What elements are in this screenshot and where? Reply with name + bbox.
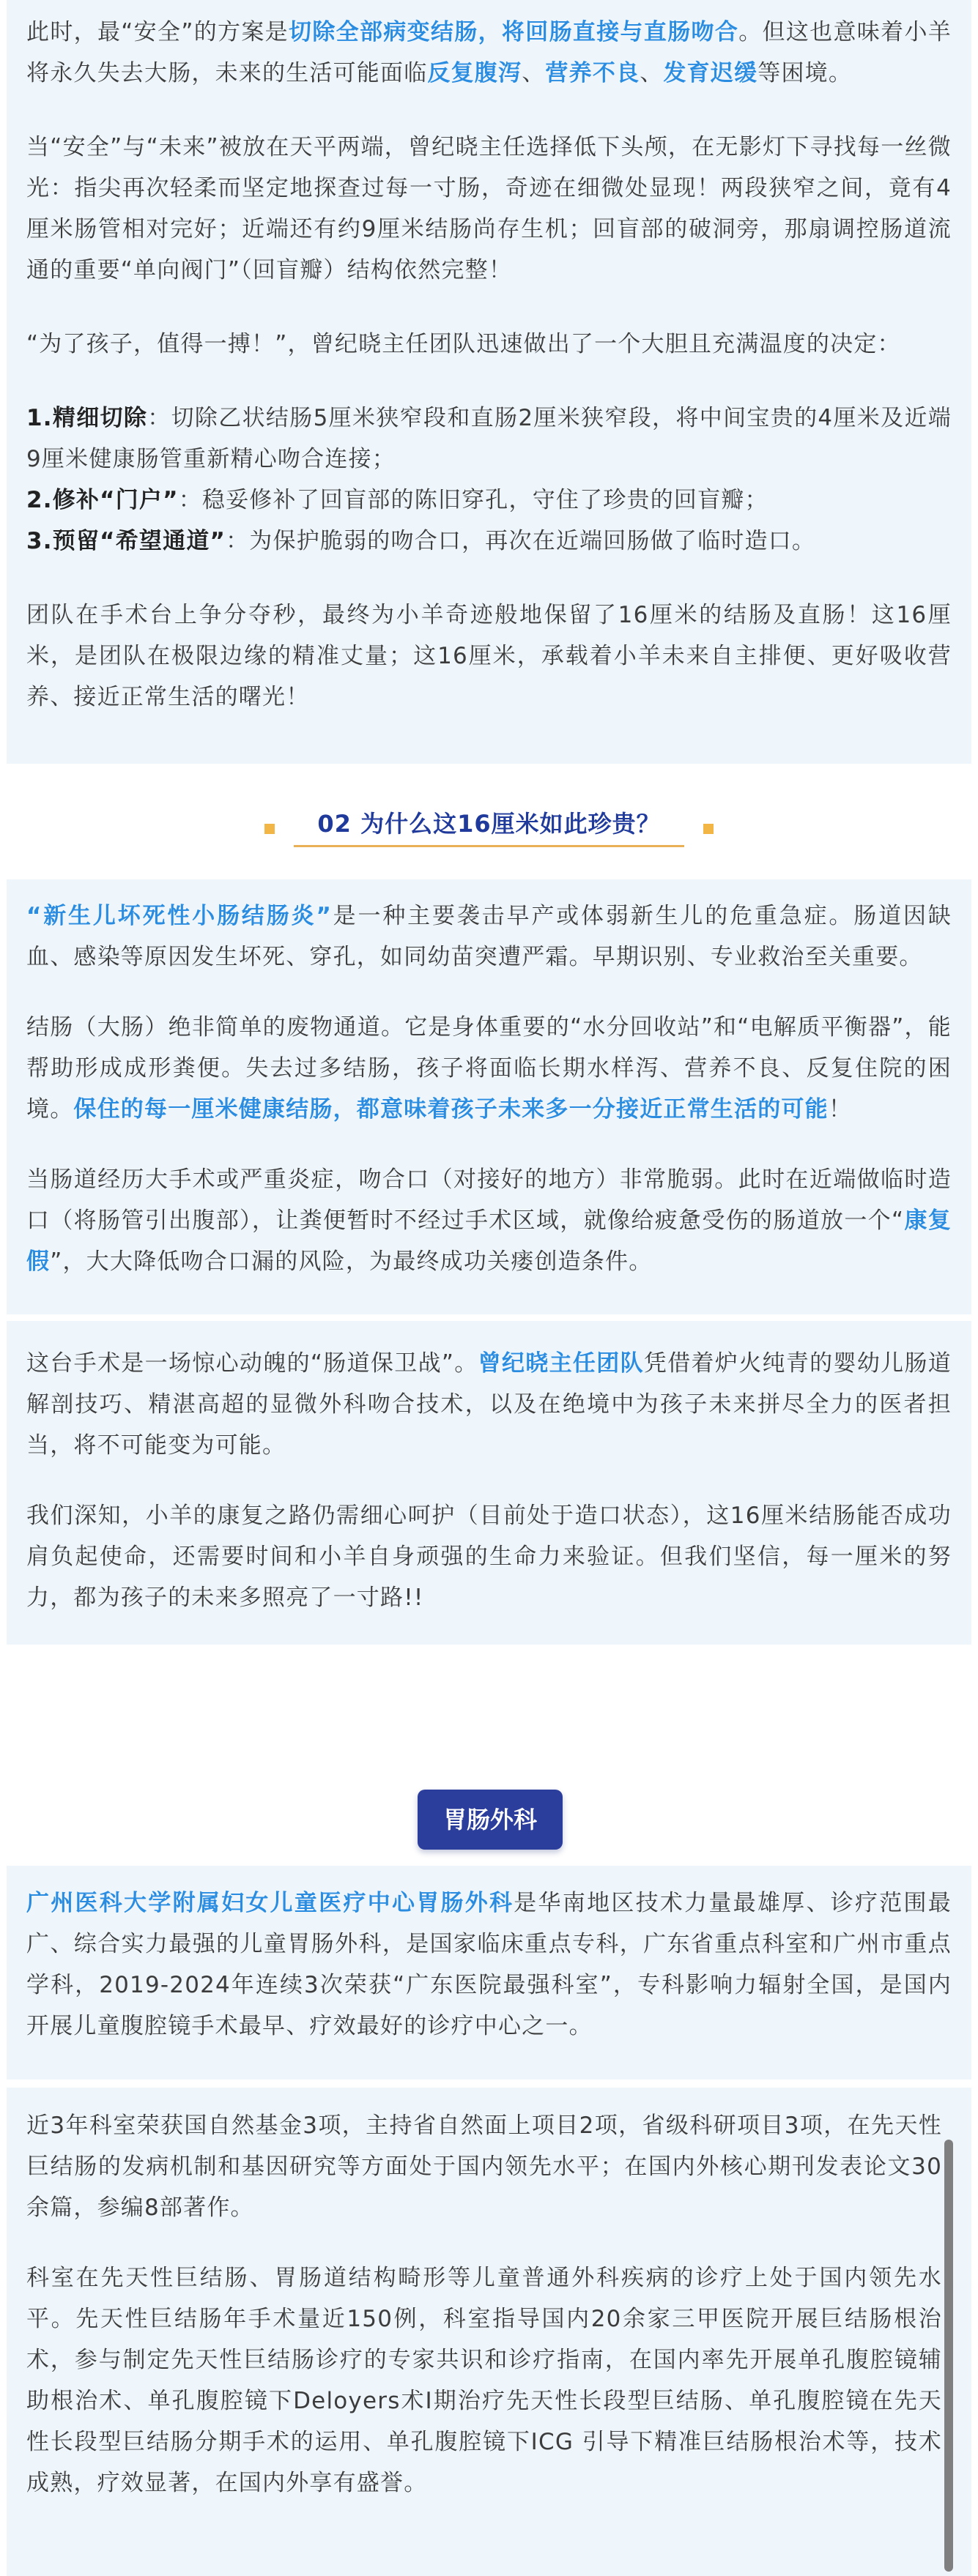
heading-square-right-icon (703, 824, 714, 834)
highlight-malnutrition: 营养不良 (545, 60, 640, 86)
paragraph-battle: 这台手术是一场惊心动魄的“肠道保卫战”。曾纪晓主任团队凭借着炉火纯青的婴幼儿肠道解剖技巧、精湛高超的显微外科吻合技术，以及在绝境中为孩子未来拼尽全力的医者担当，将不可能变为可能。 (26, 1350, 952, 1459)
highlight-growth-delay: 发育迟缓 (663, 60, 758, 86)
highlight-diarrhea: 反复腹泻 (427, 60, 522, 86)
list-item-stoma: 3.预留“希望通道”：为保护脆弱的吻合口，再次在近端回肠做了临时造口。 (26, 528, 816, 554)
paragraph-colon-role: 结肠（大肠）绝非简单的废物通道。它是身体重要的“水分回收站”和“电解质平衡器”，能帮助形成成形粪便。失去过多结肠，孩子将面临长期水样泻、营养不良、反复住院的困境。保住的每一厘米健康结肠，都意味着孩子未来多一分接近正常生活的可能！ (26, 1014, 952, 1123)
panel-scrollbar[interactable] (944, 2140, 953, 2572)
surgery-decision-panel (7, 0, 971, 764)
explanation-panel (7, 879, 971, 1314)
conclusion-panel (7, 1321, 971, 1645)
paragraph-hope: 我们深知，小羊的康复之路仍需细心呵护（目前处于造口状态），这16厘米结肠能否成功肩负起使命，还需要时间和小羊自身顽强的生命力来验证。但我们坚信，每一厘米的努力，都为孩子的未来多照亮了一寸路!! (26, 1503, 952, 1611)
paragraph-nec: “新生儿坏死性小肠结肠炎”是一种主要袭击早产或体弱新生儿的危重急症。肠道因缺血、感染等原因发生坏死、穿孔，如同幼苗突遭严霜。早期识别、专业救治至关重要。 (26, 903, 952, 970)
section-heading-02 (0, 805, 978, 847)
paragraph-safe-option: 此时，最“安全”的方案是切除全部病变结肠，将回肠直接与直肠吻合。但这也意味着小羊将永久失去大肠，未来的生活可能面临反复腹泻、营养不良、发育迟缓等困境。 (26, 19, 952, 86)
paragraph-stoma-explained: 当肠道经历大手术或严重炎症，吻合口（对接好的地方）非常脆弱。此时在近端做临时造口（将肠管引出腹部），让粪便暂时不经过手术区域，就像给疲惫受伤的肠道放一个“康复假”，大大降低吻合口漏的风险，为最终成功关瘘创造条件。 (26, 1166, 952, 1275)
paragraph-clinical: 科室在先天性巨结肠、胃肠道结构畸形等儿童普通外科疾病的诊疗上处于国内领先水平。先天性巨结肠年手术量近150例，科室指导国内20余家三甲医院开展巨结肠根治术，参与制定先天性巨结肠诊疗的专家共识和诊疗指南，在国内率先开展单孔腹腔镜辅助根治术、单孔腹腔镜下Deloyers术Ⅰ期治疗先天性长段型巨结肠、单孔腹腔镜在先天性长段型巨结肠分期手术的运用、单孔腹腔镜下ICG 引导下精准巨结肠根治术等，技术成熟，疗效显著，在国内外享有盛誉。 (26, 2265, 942, 2496)
paragraph-result: 团队在手术台上争分夺秒，最终为小羊奇迹般地保留了16厘米的结肠及直肠！这16厘米，是团队在极限边缘的精准丈量；这16厘米，承载着小羊未来自主排便、更好吸收营养、接近正常生活的曙光！ (26, 602, 952, 710)
list-item-repair: 2.修补“门户”：稳妥修补了回盲部的陈旧穿孔，守住了珍贵的回盲瓣； (26, 487, 768, 513)
department-achievements-panel (7, 2088, 971, 2576)
list-item-resection: 1.精细切除：切除乙状结肠5厘米狭窄段和直肠2厘米狭窄段，将中间宝贵的4厘米及近端9厘米健康肠管重新精心吻合连接； (26, 405, 952, 472)
department-badge: 胃肠外科 (418, 1790, 563, 1850)
paragraph-research: 近3年科室荣获国自然基金3项，主持省自然面上项目2项，省级科研项目3项，在先天性巨结肠的发病机制和基因研究等方面处于国内领先水平；在国内外核心期刊发表论文30余篇，参编8部著作。 (26, 2112, 942, 2221)
section-heading-text: 02 为什么这16厘米如此珍贵？ (294, 805, 684, 847)
heading-square-left-icon (264, 824, 275, 834)
highlight-remove-colon: 切除全部病变结肠，将回肠直接与直肠吻合 (289, 19, 739, 45)
paragraph-exploration: 当“安全”与“未来”被放在天平两端，曾纪晓主任选择低下头颅，在无影灯下寻找每一丝微光：指尖再次轻柔而坚定地探查过每一寸肠，奇迹在细微处显现！两段狭窄之间，竟有4厘米肠管相对完好；近端还有约9厘米结肠尚存生机；回盲部的破洞旁，那扇调控肠道流通的重要“单向阀门”（回盲瓣）结构依然完整！ (26, 134, 952, 283)
department-intro-panel (7, 1866, 971, 2080)
paragraph-decision: “为了孩子，值得一搏！”，曾纪晓主任团队迅速做出了一个大胆且充满温度的决定： (26, 331, 901, 357)
paragraph-department: 广州医科大学附属妇女儿童医疗中心胃肠外科是华南地区技术力量最雄厚、诊疗范围最广、综合实力最强的儿童胃肠外科，是国家临床重点专科，广东省重点科室和广州市重点学科，2019-2024年连续3次荣获“广东医院最强科室”，专科影响力辐射全国，是国内开展儿童腹腔镜手术最早、疗效最好的诊疗中心之一。 (26, 1890, 952, 2039)
